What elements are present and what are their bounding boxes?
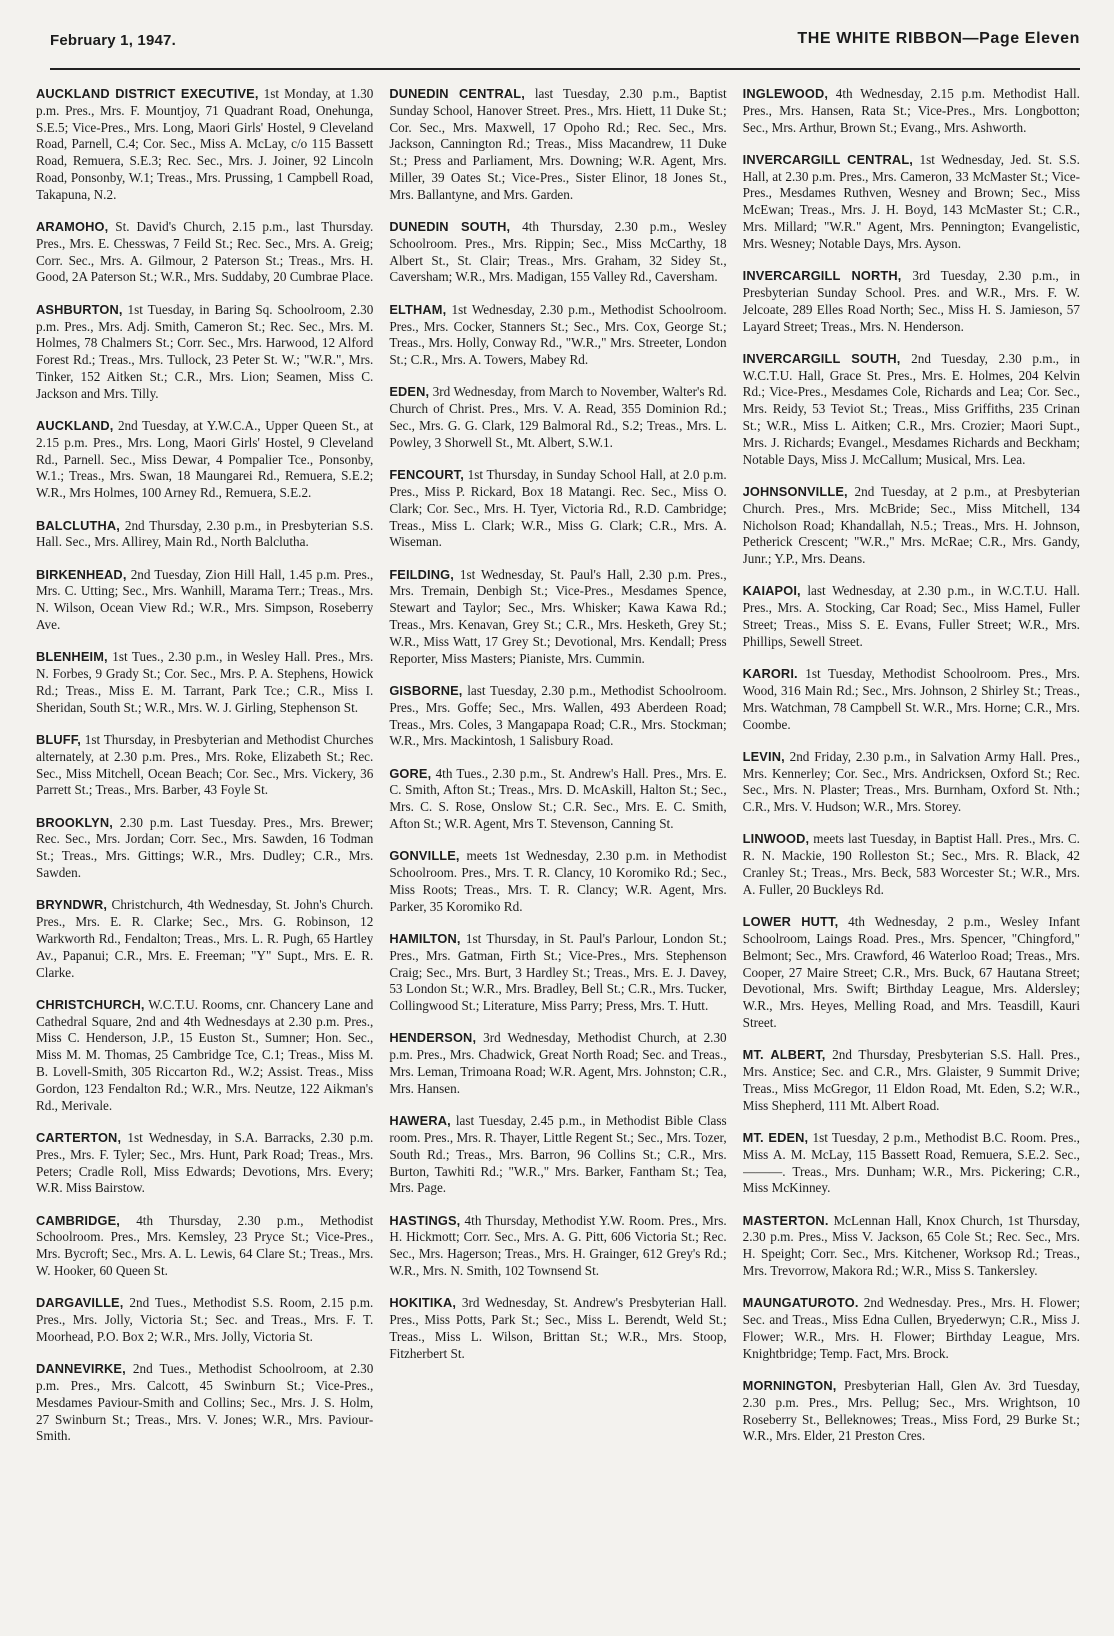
union-name: INVERCARGILL CENTRAL, (742, 151, 913, 167)
union-details: meets last Tuesday, in Baptist Hall. Pres., Mrs. C. R. N. Mackie, 190 Rolleston St.; Sec., Mrs. R. Black, 42 Cranley St.; Treas., Mrs. Beck, 583 Worcester St.; W.R., Mrs. A. Fuller, 20 Buckleys Rd. (742, 831, 1080, 897)
union-entry (389, 1295, 726, 1362)
union-name: HAMILTON, (389, 930, 461, 946)
union-entry (389, 467, 726, 551)
union-details: 2nd Tues., Methodist Schoolroom, at 2.30 p.m. Pres., Mrs. Calcott, 45 Swinburn St.; Vice-Pres., Mesdames Paviour-Smith and Collins; Sec., Mrs. J. S. Holm, 27 Swinburn St.; Treas., Mrs. V. Jones; W.R., Mrs. Paviour-Smith. (36, 1361, 374, 1444)
union-details: 2nd Thursday, 2.30 p.m., in Presbyterian S.S. Hall. Sec., Mrs. Allirey, Main Rd., North Balclutha. (36, 517, 374, 550)
union-details: Christchurch, 4th Wednesday, St. John's Church. Pres., Mrs. E. R. Clarke; Sec., Mrs. G. Robinson, 12 Warkworth Rd., Fendalton; Treas., Mrs. L. R. Pugh, 65 Hartley Av., Papanui; C.R., Mrs. E. Freeman; "Y" Supt., Mrs. E. R. Clarke. (36, 897, 374, 980)
union-details: 1st Tuesday, 2 p.m., Methodist B.C. Room. Pres., Miss A. M. McLay, 115 Bassett Road, Remuera, S.E.2. Sec., ———. Treas., Mrs. Dunham; W.R., Mrs. Pickering; C.R., Miss McKinney. (742, 1129, 1080, 1196)
union-details: 1st Tues., 2.30 p.m., in Wesley Hall. Pres., Mrs. N. Forbes, 9 Grady St.; Cor. Sec., Mrs. P. A. Stephens, Howick Rd.; Treas., Miss E. M. Tarrant, Park Tce.; C.R., Miss I. Sheridan, South St.; W.R., Mrs. W. J. Girling, Stephenson St. (36, 649, 374, 715)
union-name: HOKITIKA, (389, 1295, 457, 1311)
union-name: MORNINGTON, (742, 1378, 837, 1393)
union-entry (743, 1047, 1080, 1114)
union-entry (389, 219, 726, 286)
union-name: LOWER HUTT, (742, 914, 839, 930)
union-entry (743, 583, 1080, 650)
union-entry (36, 732, 373, 799)
union-entry (36, 302, 373, 403)
union-name: INGLEWOOD, (742, 86, 829, 101)
union-name: BROOKLYN, (36, 814, 113, 830)
union-details: 1st Wednesday, Jed. St. S.S. Hall, at 2.30 p.m. Pres., Mrs. Cameron, 33 McMaster St.; Vice-Pres., Mesdames Ruthven, Wesney and Brown; Sec., Miss McEwan; Treas., Mrs. J. H. Boyd, 143 McMaster St.; C.R., Mrs. Millard; "W.R." Agent, Mrs. Pennington; Evangelistic, Mrs. Wesney; Notable Days, Mrs. Ayson. (742, 151, 1080, 251)
union-details: 2nd Wednesday. Pres., Mrs. H. Flower; Sec. and Treas., Miss Edna Cullen, Bryederwyn; C.R., Miss J. Flower; W.R., Mrs. H. Flower; Birthday League, Mrs. Knightbridge; Temp. Fact, Mrs. Brock. (742, 1295, 1080, 1361)
union-entry (36, 815, 373, 882)
union-details: 3rd Wednesday, St. Andrew's Presbyterian Hall. Pres., Miss Potts, Park St.; Sec., Miss L. Berendt, Weld St.; Treas., Miss L. Wilson, Brittan St.; W.R., Mrs. Stoop, Fitzherbert St. (389, 1295, 727, 1361)
union-details: last Tuesday, 2.30 p.m., Baptist Sunday School, Hanover Street. Pres., Mrs. Hiett, 11 Duke St.; Cor. Sec., Mrs. Maxwell, 17 Opoho Rd.; Rec. Sec., Mrs. Jackson, Cannington Rd.; Treas., Miss Macandrew, 11 Duke St.; Press and Parliament, Mrs. Downing; W.R. Agent, Mrs. Miller, 39 Oates St.; Vice-Pres., Sister Elinor, 18 Jones St., Mrs. Ballantyne, and Mrs. Garden. (389, 86, 727, 202)
union-name: MT. EDEN, (742, 1129, 809, 1145)
union-entry (389, 848, 726, 915)
union-name: BIRKENHEAD, (36, 566, 127, 582)
union-name: ELTHAM, (389, 301, 447, 317)
union-entry (743, 666, 1080, 733)
union-entry (743, 351, 1080, 469)
union-name: LEVIN, (742, 748, 785, 764)
union-entry (389, 567, 726, 668)
union-entry (36, 649, 373, 716)
union-details: 1st Thursday, in St. Paul's Parlour, London St.; Pres., Mrs. Gatman, Firth St.; Vice-Pres., Mrs. Stephenson Craig; Sec., Mrs. Burt, 3 Hardley St.; Treas., Mrs. E. J. Davey, 53 London St.; W.R., Mrs. Bradley, Bell St.; C.R., Mrs. Tucker, Collingwood St.; Literature, Miss Parry; Press, Mrs. T. Hutt. (389, 930, 727, 1014)
union-name: HENDERSON, (389, 1030, 477, 1046)
union-details: 2nd Friday, 2.30 p.m., in Salvation Army Hall. Pres., Mrs. Kennerley; Cor. Sec., Mrs. Andricksen, Oxford St.; Rec. Sec., Mrs. N. Plaster; Treas., Mrs. Burnham, Oxford St. Nth.; C.R., Mrs. V. Hudson; W.R., Mrs. Storey. (742, 748, 1080, 815)
directory-columns (36, 86, 1080, 1622)
column-3 (743, 86, 1080, 1622)
union-details: 4th Thursday, 2.30 p.m., Methodist Schoolroom. Pres., Mrs. Kemsley, 23 Pryce St.; Vice-Pres., Mrs. Bycroft; Sec., Mrs. A. L. Lewis, 64 Clare St.; Treas., Mrs. W. Hooker, 60 Queen St. (36, 1212, 374, 1279)
union-details: 2nd Tues., Methodist S.S. Room, 2.15 p.m. Pres., Mrs. Jolly, Victoria St.; Sec. and Treas., Mrs. F. T. Moorhead, P.O. Box 2; W.R., Mrs. Jolly, Victoria St. (36, 1295, 374, 1344)
publication-title: THE WHITE RIBBON—Page Eleven (797, 30, 1080, 47)
union-details: 2nd Thursday, Presbyterian S.S. Hall. Pres., Mrs. Anstice; Sec. and C.R., Mrs. Glaister, 9 Summit Drive; Treas., Miss McGregor, 11 Eldon Road, Mt. Eden, S.2; W.R., Miss Shepherd, 111 Mt. Albert Road. (742, 1047, 1080, 1113)
union-entry (743, 749, 1080, 816)
union-name: GISBORNE, (389, 682, 463, 698)
union-name: AUCKLAND, (36, 418, 114, 434)
union-name: DARGAVILLE, (36, 1295, 124, 1311)
union-name: GONVILLE, (389, 848, 460, 864)
union-entry (389, 384, 726, 451)
union-entry (389, 1213, 726, 1280)
union-details: McLennan Hall, Knox Church, 1st Thursday, 2.30 p.m. Pres., Miss V. Jackson, 65 Cole St.; Rec. Sec., Mrs. H. Speight; Corr. Sec., Mrs. Kitchener, Worksop Rd.; Treas., Mrs. Trevorrow, Makora Rd.; W.R., Miss S. Tankersley. (742, 1212, 1080, 1279)
union-name: MAUNGATUROTO. (742, 1295, 859, 1311)
union-name: BRYNDWR, (36, 897, 108, 913)
column-1 (36, 86, 373, 1622)
union-details: 2nd Tuesday, at Y.W.C.A., Upper Queen St., at 2.15 p.m. Pres., Mrs. Long, Maori Girls' Hostel, 9 Cleveland Rd., Parnell. Sec., Miss Dewar, 4 Pompalier Tce., Ponsonby, W.1.; Treas., Mrs. Swan, 18 Maungarei Rd., Remuera, S.E.2; W.R., Mrs Holmes, 100 Arney Rd., Remuera, S.E.2. (36, 418, 374, 501)
union-details: 1st Tuesday, Methodist Schoolroom. Pres., Mrs. Wood, 316 Main Rd.; Sec., Mrs. Johnson, 2 Shirley St.; Treas., Mrs. Watchman, 78 Campbell St. W.R., Mrs. Horne; C.R., Mrs. Coombe. (742, 666, 1080, 732)
issue-date: February 1, 1947. (50, 32, 176, 49)
union-details: meets 1st Wednesday, 2.30 p.m. in Methodist Schoolroom. Pres., Mrs. T. R. Clancy, 10 Koromiko Rd.; Sec., Miss Roots; Treas., Mrs. T. R. Clancy; W.R. Agent, Mrs. Parker, 35 Koromiko Rd. (389, 848, 727, 914)
union-name: MT. ALBERT, (742, 1047, 826, 1063)
union-name: KARORI. (742, 666, 798, 682)
union-details: 1st Monday, at 1.30 p.m. Pres., Mrs. F. Mountjoy, 71 Quadrant Road, Onehunga, S.E.5; Vice-Pres., Mrs. Long, Maori Girls' Hostel, 9 Cleveland Road, Parnell, C.4; Cor. Sec., Miss A. McLay, c/o 115 Bassett Road, Remuera, S.E.3; Rec. Sec., Mrs. J. Joiner, 92 Lincoln Road, Ponsonby, W.1; Treas., Mrs. Prussing, 1 Campbell Road, Takapuna, N.2. (36, 86, 374, 202)
union-entry (36, 418, 373, 502)
union-details: Presbyterian Hall, Glen Av. 3rd Tuesday, 2.30 p.m. Pres., Mrs. Pellug; Sec., Mrs. Wrightson, 10 Roseberry St., Belleknowes; Treas., Miss Ford, 29 Burke St.; W.R., Mrs. Elder, 21 Preston Cres. (742, 1378, 1080, 1444)
union-details: 1st Wednesday, 2.30 p.m., Methodist Schoolroom. Pres., Mrs. Cocker, Stanners St.; Sec., Mrs. Cox, George St.; Treas., Mrs. Holly, Conway Rd., "W.R.," Mrs. Streeter, London St.; C.R., Mrs. A. Towers, Mabey Rd. (389, 301, 727, 368)
union-entry (389, 766, 726, 833)
union-entry (36, 997, 373, 1115)
union-name: DUNEDIN SOUTH, (389, 219, 511, 235)
union-details: 3rd Wednesday, from March to November, Walter's Rd. Church of Christ. Pres., Mrs. V. A. Read, 355 Dominion Rd.; Sec., Mrs. G. G. Clark, 129 Balmoral Rd., S.2; Treas., Mrs. L. Powley, 3 Shorwell St., Mt. Albert, S.W.1. (389, 384, 727, 450)
union-details: 2nd Tuesday, 2.30 p.m., in W.C.T.U. Hall, Grace St. Pres., Mrs. E. Holmes, 204 Kelvin Rd.; Vice-Pres., Mesdames Cole, Richards and Lea; Cor. Sec., Mrs. Reidy, 53 Teviot St.; Treas., Miss Griffiths, 235 Crinan St.; W.R., Miss L. Aitken; C.R., Mrs. Crozier; Maori Supt., Mrs. J. Richards; Evangel., Mesdames Richards and Beckham; Notable Days, Miss J. McCallum; Musical, Mrs. Lea. (742, 350, 1080, 467)
union-entry (743, 152, 1080, 253)
union-name: GORE, (389, 765, 432, 781)
union-details: 4th Wednesday, 2.15 p.m. Methodist Hall. Pres., Mrs. Hansen, Rata St.; Vice-Pres., Mrs. Longbotton; Sec., Mrs. Arthur, Brown St.; Evang., Mrs. Ashworth. (742, 86, 1080, 135)
union-name: INVERCARGILL SOUTH, (742, 350, 901, 366)
union-name: DUNEDIN CENTRAL, (389, 86, 525, 101)
column-2 (389, 86, 726, 1622)
union-entry (743, 86, 1080, 136)
union-entry (36, 1361, 373, 1445)
union-details: W.C.T.U. Rooms, cnr. Chancery Lane and Cathedral Square, 2nd and 4th Wednesdays at 2.30 p.m. Pres., Miss C. Henderson, J.P., 15 Euston St., Sumner; Hon. Sec., Miss M. M. Thomas, 25 Cambridge Tce, C.1; Treas., Miss M. B. Lovell-Smith, 305 Riccarton Rd., W.2; Assist. Treas., Miss Gordon, 123 Fendalton Rd.; W.R., Mrs. Neutze, 122 Aikman's Rd., Merivale. (36, 996, 374, 1113)
union-name: KAIAPOI, (742, 583, 801, 599)
union-entry (743, 268, 1080, 335)
union-entry (389, 1113, 726, 1197)
union-entry (389, 683, 726, 750)
union-entry (36, 567, 373, 634)
union-details: 1st Thursday, in Sunday School Hall, at 2.0 p.m. Pres., Miss P. Rickard, Box 18 Matangi. Rec. Sec., Miss O. Clark; Cor. Sec., Mrs. H. Tyer, Victoria Rd., R.D. Cambridge; Treas., Miss L. Clark; W.R., Miss G. Clark; C.R., Mrs. A. Wiseman. (389, 467, 727, 550)
union-name: ASHBURTON, (36, 301, 123, 317)
union-entry (36, 1295, 373, 1345)
union-name: CHRISTCHURCH, (36, 996, 145, 1012)
union-entry (743, 1295, 1080, 1362)
union-name: MASTERTON. (742, 1212, 829, 1228)
union-details: 4th Wednesday, 2 p.m., Wesley Infant Schoolroom, Laings Road. Pres., Mrs. Spencer, "Chingford," Belmont; Sec., Mrs. Crawford, 46 Waterloo Road; Treas., Mrs. Cooper, 27 Maire Street; C.R., Mrs. Buck, 67 Hautana Street; Devotional, Mrs. Swift; Birthday League, Mrs. Aldersley; W.R., Mrs. Heyes, Melling Road, and Mrs. Teasdill, Kauri Street. (742, 914, 1080, 1030)
union-name: HAWERA, (389, 1113, 451, 1129)
union-name: FEILDING, (389, 566, 454, 582)
union-details: 2.30 p.m. Last Tuesday. Pres., Mrs. Brewer; Rec. Sec., Mrs. Jordan; Corr. Sec., Mrs. Sawden, 16 Todman St.; Treas., Mrs. Gittings; W.R., Mrs. Dudley; C.R., Mrs. Sawden. (36, 814, 374, 881)
union-details: St. David's Church, 2.15 p.m., last Thursday. Pres., Mrs. E. Chesswas, 7 Feild St.; Rec. Sec., Mrs. A. Greig; Corr. Sec., Mrs. A. Gilmour, 2 Paterson St.; Treas., Mrs. H. Good, 2A Paterson St.; W.R., Mrs. Suddaby, 20 Cumbrae Place. (36, 219, 374, 285)
union-details: 2nd Tuesday, Zion Hill Hall, 1.45 p.m. Pres., Mrs. C. Utting; Sec., Mrs. Wanhill, Marama Terr.; Treas., Mrs. N. Wilson, Ocean View Rd.; W.R., Mrs. Simpson, Roseberry Ave. (36, 566, 374, 633)
union-entry (389, 86, 726, 204)
union-entry (36, 1130, 373, 1197)
union-entry (743, 1378, 1080, 1445)
union-details: 4th Thursday, Methodist Y.W. Room. Pres., Mrs. H. Hickmott; Corr. Sec., Mrs. A. G. Pitt, 606 Victoria St.; Rec. Sec., Mrs. Hagerson; Treas., Mrs. H. Grainger, 612 Grey's Rd.; W.R., Mrs. N. Smith, 102 Townsend St. (389, 1212, 727, 1279)
page-header (50, 26, 1080, 74)
union-name: DANNEVIRKE, (36, 1361, 126, 1377)
union-name: AUCKLAND DISTRICT EXECUTIVE, (36, 86, 259, 101)
union-details: 4th Thursday, 2.30 p.m., Wesley Schoolroom. Pres., Mrs. Rippin; Sec., Miss McCarthy, 18 Albert St., St. Clair; Treas., Mrs. Graham, 32 Sidey St., Caversham; W.R., Mrs. Madigan, 155 Valley Rd., Caversham. (389, 219, 727, 285)
union-details: 1st Thursday, in Presbyterian and Methodist Churches alternately, at 2.30 p.m. Pres., Mrs. Roke, Elizabeth St.; Rec. Sec., Miss Mitchell, Ocean Beach; Cor. Sec., Mrs. Vickery, 36 Parrett St.; Treas., Mrs. Barber, 43 Foyle St. (36, 732, 374, 798)
union-entry (36, 1213, 373, 1280)
union-entry (389, 1030, 726, 1097)
union-name: CARTERTON, (36, 1129, 122, 1145)
union-entry (36, 86, 373, 204)
union-entry (36, 518, 373, 552)
union-details: last Wednesday, at 2.30 p.m., in W.C.T.U. Hall. Pres., Mrs. A. Stocking, Car Road; Sec., Miss Hamel, Fuller Street; Treas., Miss S. E. Evans, Fuller Street; W.R., Mrs. Phillips, Sewell Street. (742, 583, 1080, 649)
union-entry (36, 897, 373, 981)
union-entry (743, 484, 1080, 568)
union-name: LINWOOD, (742, 831, 810, 847)
union-details: 4th Tues., 2.30 p.m., St. Andrew's Hall. Pres., Mrs. E. C. Smith, Afton St.; Treas., Mrs. D. McAskill, Halton St.; Sec., Mrs. C. S. Rose, Onslow St.; C.R. Sec., Mrs. E. C. Smith, Afton St.; W.R. Agent, Mrs T. Stevenson, Canning St. (389, 765, 727, 831)
union-name: BLENHEIM, (36, 649, 108, 665)
union-name: EDEN, (389, 384, 430, 400)
union-entry (743, 914, 1080, 1032)
union-name: HASTINGS, (389, 1212, 461, 1228)
union-name: INVERCARGILL NORTH, (742, 268, 902, 284)
union-details: 1st Wednesday, in S.A. Barracks, 2.30 p.m. Pres., Mrs. F. Tyler; Sec., Mrs. Hunt, Park Road; Treas., Mrs. Peters; Cradle Roll, Miss Edwards; Devotions, Mrs. Every; W.R. Miss Bairstow. (36, 1129, 374, 1196)
union-name: BLUFF, (36, 732, 81, 747)
header-rule (50, 68, 1080, 70)
union-name: JOHNSONVILLE, (742, 483, 848, 499)
union-name: CAMBRIDGE, (36, 1212, 120, 1228)
union-details: 1st Wednesday, St. Paul's Hall, 2.30 p.m. Pres., Mrs. Tremain, Denbigh St.; Vice-Pres., Mesdames Spence, Stewart and Taylor; Sec., Mrs. Whisker; Kawa Kawa Rd.; Treas., Mrs. Kenavan, Grey St.; C.R., Mrs. Hesketh, Grey St.; W.R., Miss Watt, 17 Grey St.; Devotional, Mrs. Kendall; Press Reporter, Miss Masters; Pianiste, Mrs. Cummin. (389, 566, 727, 666)
union-entry (389, 302, 726, 369)
union-entry (743, 1130, 1080, 1197)
union-details: last Tuesday, 2.30 p.m., Methodist Schoolroom. Pres., Mrs. Goffe; Sec., Mrs. Wallen, 493 Aberdeen Road; Treas., Mrs. Coles, 3 Mangapapa Road; C.R., Mrs. Stockman; W.R., Mrs. Mackintosh, 1 Salisbury Road. (389, 682, 727, 749)
union-details: 3rd Wednesday, Methodist Church, at 2.30 p.m. Pres., Mrs. Chadwick, Great North Road; Sec. and Treas., Mrs. Leman, Trimoana Road; W.R. Agent, Mrs. Johnston; C.R., Mrs. Hansen. (389, 1030, 727, 1096)
union-details: 2nd Tuesday, at 2 p.m., at Presbyterian Church. Pres., Mrs. McBride; Sec., Miss Mitchell, 134 Nicholson Road; Khandallah, N.5.; Treas., Mrs. H. Johnson, Petherick Crescent; "W.R.," Mrs. McRae; C.R., Mrs. Gandy, Junr.; Y.P., Mrs. Deans. (742, 483, 1080, 567)
union-entry (389, 931, 726, 1015)
union-entry (743, 831, 1080, 898)
union-details: 3rd Tuesday, 2.30 p.m., in Presbyterian Sunday School. Pres. and W.R., Mrs. F. W. Jelcoate, 289 Elles Road North; Sec., Miss H. S. Jamieson, 57 Layard Street; Treas., Mrs. N. Henderson. (742, 268, 1080, 334)
union-details: 1st Tuesday, in Baring Sq. Schoolroom, 2.30 p.m. Pres., Mrs. Adj. Smith, Cameron St.; Rec. Sec., Mrs. M. Holmes, 78 Chalmers St.; Corr. Sec., Mrs. Harwood, 12 Alford Forest Rd.; Treas., Mrs. Tullock, 23 Peter St. W.; "W.R.", Mrs. Tinker, 152 Aitken St.; C.R., Mrs. Lion; Seamen, Miss C. Jackson and Mrs. Tilly. (36, 301, 374, 401)
union-name: ARAMOHO, (36, 219, 109, 235)
union-name: FENCOURT, (389, 467, 464, 483)
union-entry (743, 1213, 1080, 1280)
union-entry (36, 219, 373, 286)
union-name: BALCLUTHA, (36, 517, 120, 533)
union-details: last Tuesday, 2.45 p.m., in Methodist Bible Class room. Pres., Mrs. R. Thayer, Little Regent St.; Sec., Mrs. Tozer, South Rd.; Treas., Mrs. Barron, 96 Collins St.; C.R., Mrs. Burton, Tawhiti Rd.; "W.R.," Mrs. Barker, Fantham St.; Tea, Mrs. Page. (389, 1113, 727, 1196)
